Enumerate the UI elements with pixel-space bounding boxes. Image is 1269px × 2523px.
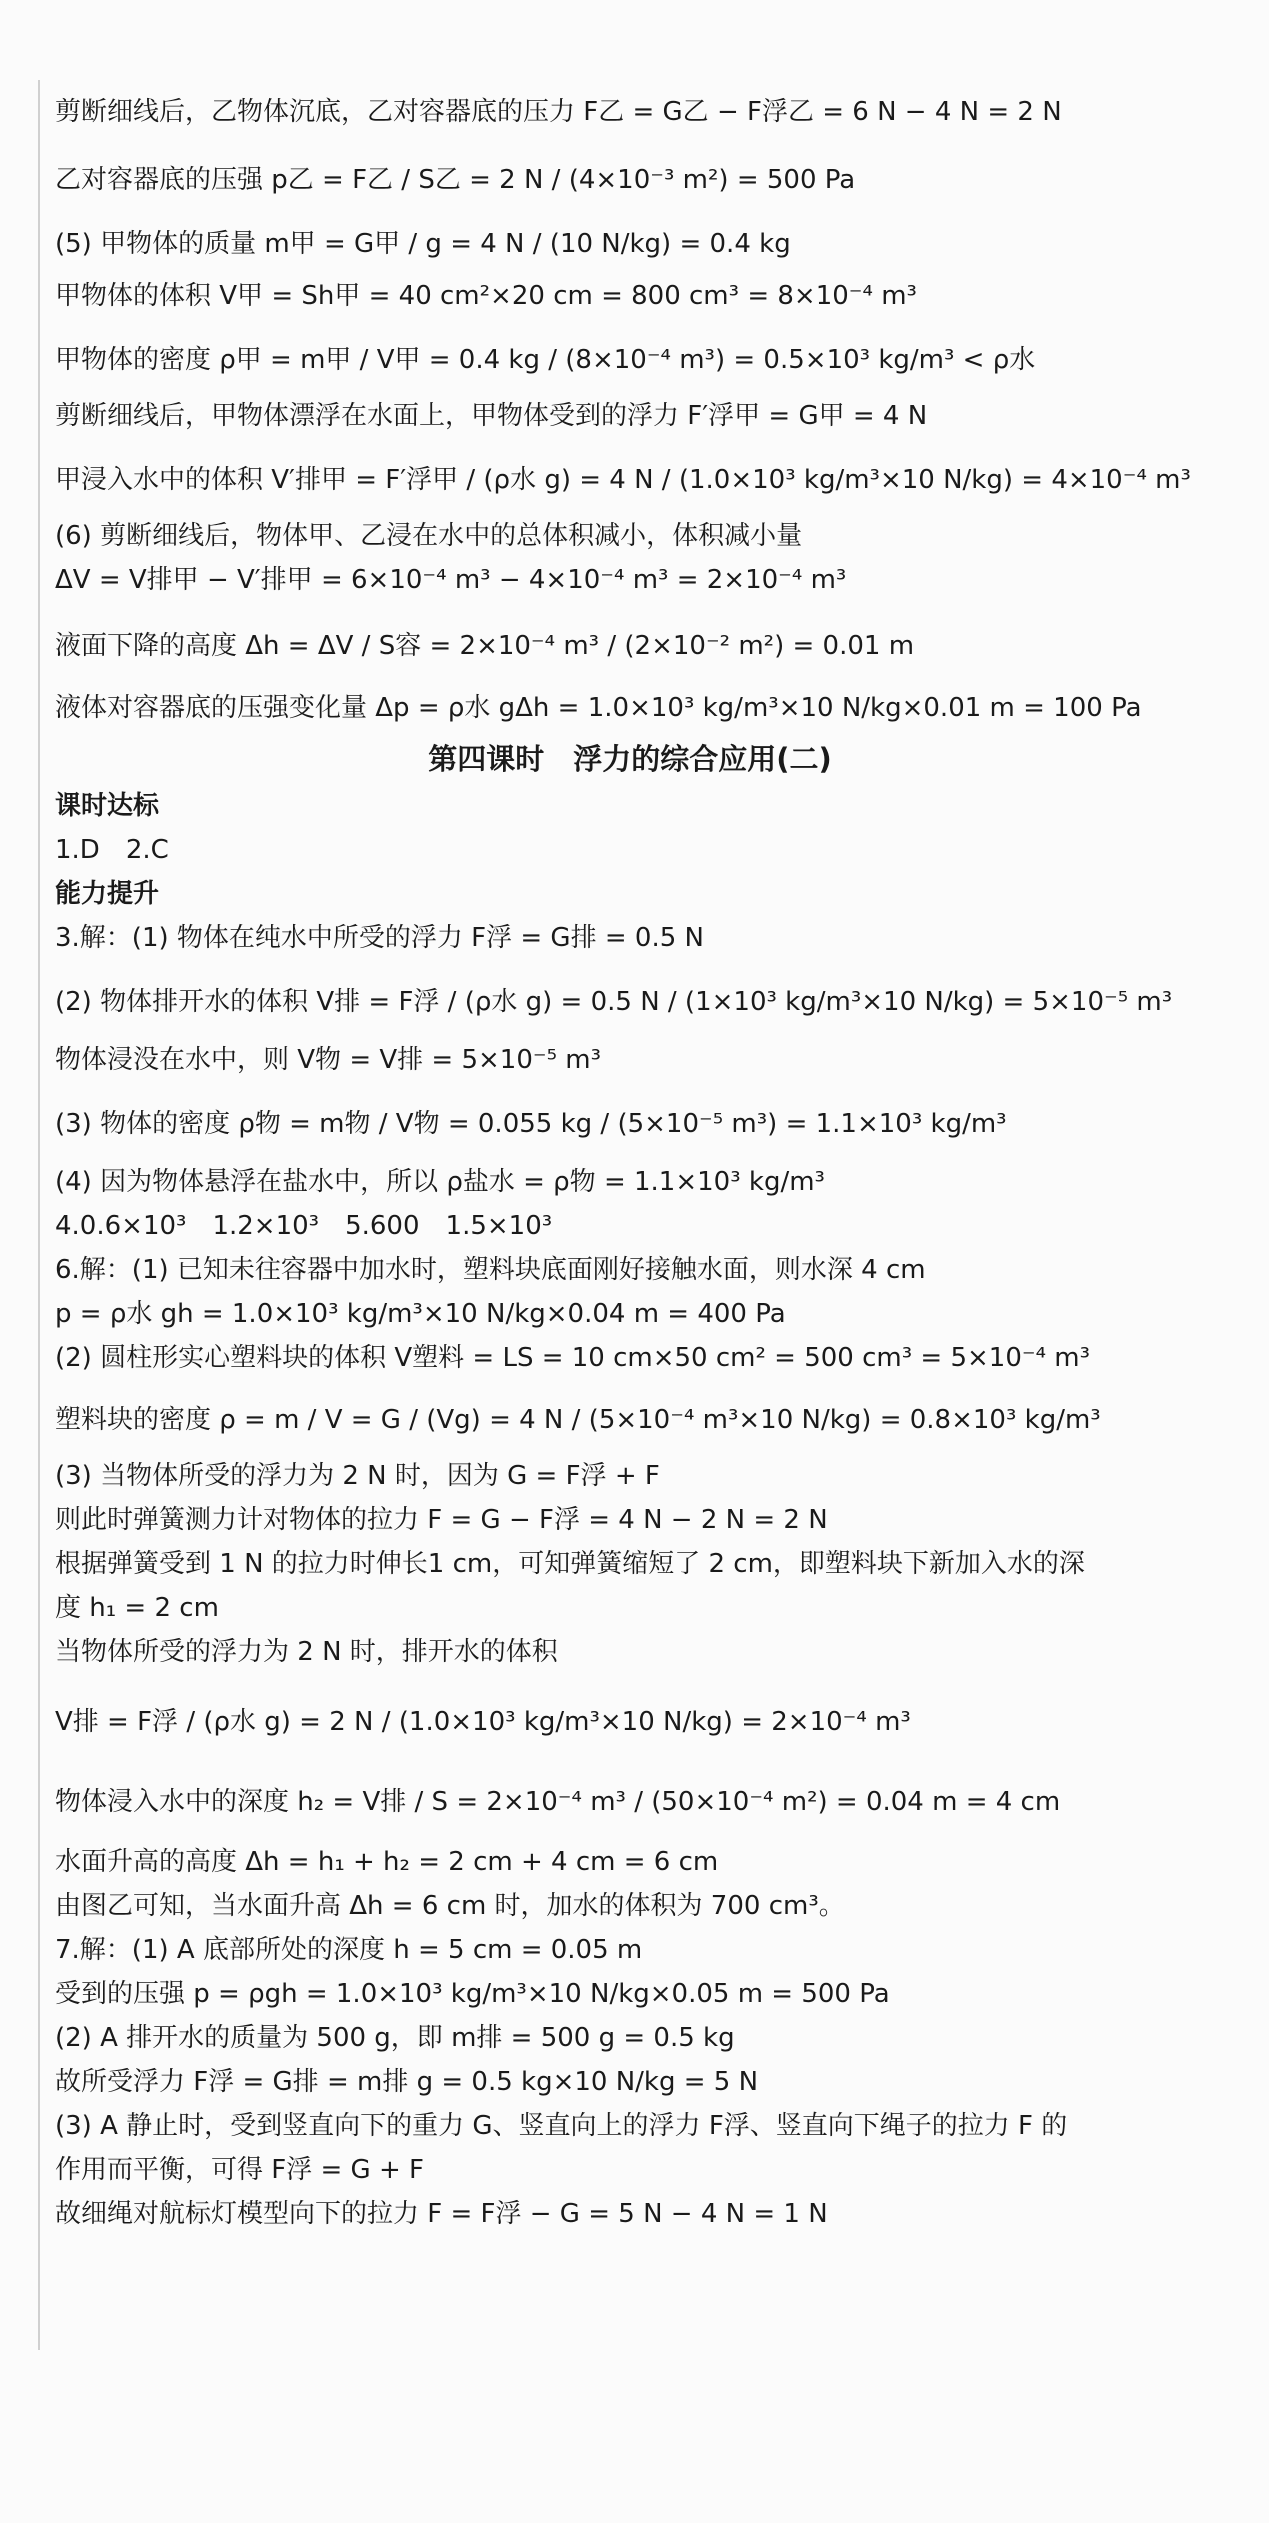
text-line: 6.解：(1) 已知未往容器中加水时，塑料块底面刚好接触水面，则水深 4 cm	[55, 1255, 926, 1285]
text-line: 7.解：(1) A 底部所处的深度 h = 5 cm = 0.05 m	[55, 1935, 643, 1965]
text-line: 物体浸没在水中，则 V物 = V排 = 5×10⁻⁵ m³	[55, 1045, 602, 1075]
text-line: 甲浸入水中的体积 V′排甲 = F′浮甲 / (ρ水 g) = 4 N / (1.0×10³ kg/m³×10 N/kg) = 4×10⁻⁴ m³	[55, 465, 1191, 495]
text-line: (2) A 排开水的质量为 500 g，即 m排 = 500 g = 0.5 kg	[55, 2023, 735, 2053]
text-line: ΔV = V排甲 − V′排甲 = 6×10⁻⁴ m³ − 4×10⁻⁴ m³ = 2×10⁻⁴ m³	[55, 565, 847, 595]
text-line: (3) 物体的密度 ρ物 = m物 / V物 = 0.055 kg / (5×10⁻⁵ m³) = 1.1×10³ kg/m³	[55, 1109, 1007, 1139]
text-line: 由图乙可知，当水面升高 Δh = 6 cm 时，加水的体积为 700 cm³。	[55, 1891, 845, 1921]
text-line: (6) 剪断细线后，物体甲、乙浸在水中的总体积减小，体积减小量	[55, 521, 803, 551]
text-line: 甲物体的密度 ρ甲 = m甲 / V甲 = 0.4 kg / (8×10⁻⁴ m³) = 0.5×10³ kg/m³ < ρ水	[55, 345, 1036, 375]
text-line: 塑料块的密度 ρ = m / V = G / (Vg) = 4 N / (5×10⁻⁴ m³×10 N/kg) = 0.8×10³ kg/m³	[55, 1405, 1101, 1435]
text-line: 受到的压强 p = ρgh = 1.0×10³ kg/m³×10 N/kg×0.05 m = 500 Pa	[55, 1979, 890, 2009]
text-line: 则此时弹簧测力计对物体的拉力 F = G − F浮 = 4 N − 2 N = 2 N	[55, 1505, 828, 1535]
text-line: 乙对容器底的压强 p乙 = F乙 / S乙 = 2 N / (4×10⁻³ m²) = 500 Pa	[55, 165, 856, 195]
subheading-nengli-tisheng: 能力提升	[55, 879, 160, 909]
text-line: 4.0.6×10³ 1.2×10³ 5.600 1.5×10³	[55, 1211, 553, 1241]
text-line: 度 h₁ = 2 cm	[55, 1593, 219, 1623]
document-body	[55, 90, 1235, 2236]
text-line: (4) 因为物体悬浮在盐水中，所以 ρ盐水 = ρ物 = 1.1×10³ kg/m³	[55, 1167, 825, 1197]
text-line: 当物体所受的浮力为 2 N 时，排开水的体积	[55, 1637, 558, 1667]
text-line: 故所受浮力 F浮 = G排 = m排 g = 0.5 kg×10 N/kg = 5 N	[55, 2067, 759, 2097]
text-line: (3) 当物体所受的浮力为 2 N 时，因为 G = F浮 + F	[55, 1461, 660, 1491]
text-line: 物体浸入水中的深度 h₂ = V排 / S = 2×10⁻⁴ m³ / (50×10⁻⁴ m²) = 0.04 m = 4 cm	[55, 1787, 1061, 1817]
margin-rule	[38, 80, 40, 2350]
text-line: 液面下降的高度 Δh = ΔV / S容 = 2×10⁻⁴ m³ / (2×10⁻² m²) = 0.01 m	[55, 631, 915, 661]
text-line: (2) 物体排开水的体积 V排 = F浮 / (ρ水 g) = 0.5 N / (1×10³ kg/m³×10 N/kg) = 5×10⁻⁵ m³	[55, 987, 1173, 1017]
text-line: 液体对容器底的压强变化量 Δp = ρ水 gΔh = 1.0×10³ kg/m³×10 N/kg×0.01 m = 100 Pa	[55, 693, 1142, 723]
text-line: 3.解：(1) 物体在纯水中所受的浮力 F浮 = G排 = 0.5 N	[55, 923, 704, 953]
text-line: 作用而平衡，可得 F浮 = G + F	[55, 2155, 424, 2185]
text-line: 剪断细线后，甲物体漂浮在水面上，甲物体受到的浮力 F′浮甲 = G甲 = 4 N	[55, 401, 928, 431]
text-line: (5) 甲物体的质量 m甲 = G甲 / g = 4 N / (10 N/kg) = 0.4 kg	[55, 229, 791, 259]
answer-line: 1.D 2.C	[55, 835, 169, 865]
text-line: 甲物体的体积 V甲 = Sh甲 = 40 cm²×20 cm = 800 cm³ = 8×10⁻⁴ m³	[55, 281, 917, 311]
text-line: 故细绳对航标灯模型向下的拉力 F = F浮 − G = 5 N − 4 N = 1 N	[55, 2199, 828, 2229]
text-line: V排 = F浮 / (ρ水 g) = 2 N / (1.0×10³ kg/m³×10 N/kg) = 2×10⁻⁴ m³	[55, 1707, 911, 1737]
text-line: 根据弹簧受到 1 N 的拉力时伸长1 cm，可知弹簧缩短了 2 cm，即塑料块下新加入水的深	[55, 1549, 1085, 1579]
text-line: (2) 圆柱形实心塑料块的体积 V塑料 = LS = 10 cm×50 cm² = 500 cm³ = 5×10⁻⁴ m³	[55, 1343, 1091, 1373]
text-line: 剪断细线后，乙物体沉底，乙对容器底的压力 F乙 = G乙 − F浮乙 = 6 N − 4 N = 2 N	[55, 97, 1062, 127]
text-line: 水面升高的高度 Δh = h₁ + h₂ = 2 cm + 4 cm = 6 cm	[55, 1847, 719, 1877]
text-line: p = ρ水 gh = 1.0×10³ kg/m³×10 N/kg×0.04 m = 400 Pa	[55, 1299, 786, 1329]
section-title: 第四课时 浮力的综合应用(二)	[428, 742, 832, 776]
subheading-keshi-dabiao: 课时达标	[55, 791, 160, 821]
text-line: (3) A 静止时，受到竖直向下的重力 G、竖直向上的浮力 F浮、竖直向下绳子的拉力 F 的	[55, 2111, 1068, 2141]
